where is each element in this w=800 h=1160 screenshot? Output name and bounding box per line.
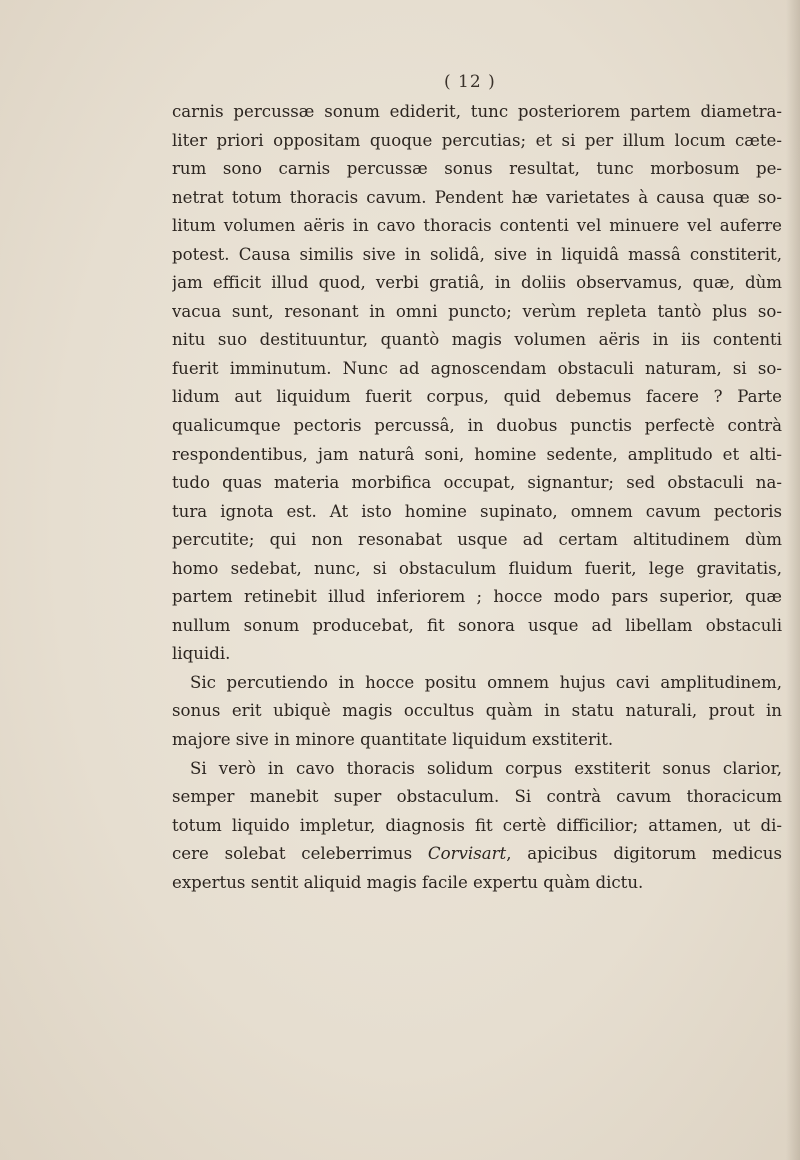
text-line-content: litum volumen aëris in cavo thoracis contenti vel minuere vel auferre bbox=[172, 216, 782, 236]
text-line-content: tudo quas materia morbifica occupat, signantur; sed obstaculi na- bbox=[172, 473, 782, 493]
text-line bbox=[172, 640, 782, 669]
text-line-content: netrat totum thoracis cavum. Pendent hæ varietates à causa quæ so- bbox=[172, 187, 782, 207]
text-line-content: respondentibus, jam naturâ soni, homine sedente, amplitudo et alti- bbox=[172, 444, 782, 464]
text-line-content: qualicumque pectoris percussâ, in duobus punctis perfectè contrà bbox=[172, 416, 782, 436]
text-line bbox=[172, 583, 782, 612]
text-line-content: fuerit imminutum. Nunc ad agnoscendam obstaculi naturam, si so- bbox=[172, 358, 782, 378]
text-line-content: carnis percussæ sonum ediderit, tunc posteriorem partem diametra- bbox=[172, 102, 782, 121]
text-line-content: totum liquido impletur, diagnosis fit certè difficilior; attamen, ut di- bbox=[172, 815, 782, 835]
text-line-content: nullum sonum producebat, fit sonora usque ad libellam obstaculi bbox=[172, 615, 782, 635]
text-line bbox=[172, 212, 782, 241]
text-line bbox=[172, 298, 782, 327]
text-line bbox=[172, 412, 782, 441]
text-line bbox=[172, 812, 782, 841]
text-line-content: liquidi. bbox=[172, 644, 231, 664]
text-line bbox=[172, 383, 782, 412]
text-line-content: sonus erit ubiquè magis occultus quàm in statu naturali, prout in bbox=[172, 701, 782, 721]
text-line bbox=[172, 127, 782, 156]
text-line bbox=[172, 241, 782, 270]
text-line-content: homo sedebat, nunc, si obstaculum fluidum fuerit, lege gravitatis, bbox=[172, 558, 782, 578]
text-line-content: vacua sunt, resonant in omni puncto; verùm repleta tantò plus so- bbox=[172, 301, 782, 321]
text-line-content: expertus sentit aliquid magis facile expertu quàm dictu. bbox=[172, 872, 644, 892]
text-line bbox=[172, 355, 782, 384]
text-line-content: jam efficit illud quod, verbi gratiâ, in doliis observamus, quæ, dùm bbox=[172, 273, 782, 293]
text-line-content: percutite; qui non resonabat usque ad certam altitudinem dùm bbox=[172, 530, 782, 550]
body-text bbox=[172, 98, 782, 897]
text-line bbox=[172, 755, 782, 784]
text-line bbox=[172, 155, 782, 184]
text-line-content: tura ignota est. At isto homine supinato, omnem cavum pectoris bbox=[172, 501, 782, 521]
text-line bbox=[172, 869, 782, 898]
text-line-content: liter priori oppositam quoque percutias; et si per illum locum cæte- bbox=[172, 130, 782, 150]
text-line-content: nitu suo destituuntur, quantò magis volumen aëris in iis contenti bbox=[172, 330, 782, 350]
text-line bbox=[172, 697, 782, 726]
text-line-content: semper manebit super obstaculum. Si contrà cavum thoracicum bbox=[172, 787, 782, 807]
text-line bbox=[172, 469, 782, 498]
text-line bbox=[172, 669, 782, 698]
text-line bbox=[172, 98, 782, 127]
text-line-content: Sic percutiendo in hocce positu omnem hujus cavi amplitudinem, bbox=[190, 672, 782, 692]
text-line-content: partem retinebit illud inferiorem ; hocce modo pars superior, quæ bbox=[172, 587, 782, 607]
text-line bbox=[172, 498, 782, 527]
text-line-content: potest. Causa similis sive in solidâ, sive in liquidâ massâ constiterit, bbox=[172, 244, 782, 264]
text-line bbox=[172, 840, 782, 869]
text-line-content: rum sono carnis percussæ sonus resultat, tunc morbosum pe- bbox=[172, 159, 782, 179]
italic-name: Corvisart bbox=[427, 844, 507, 864]
text-line bbox=[172, 184, 782, 213]
text-line-content: Si verò in cavo thoracis solidum corpus exstiterit sonus clarior, bbox=[190, 758, 782, 778]
text-line bbox=[172, 526, 782, 555]
text-line bbox=[172, 726, 782, 755]
text-line bbox=[172, 555, 782, 584]
text-line bbox=[172, 612, 782, 641]
text-line-content: lidum aut liquidum fuerit corpus, quid debemus facere ? Parte bbox=[172, 387, 782, 407]
page-edge-shadow bbox=[786, 0, 800, 1160]
text-line bbox=[172, 269, 782, 298]
text-line bbox=[172, 783, 782, 812]
text-line bbox=[172, 326, 782, 355]
text-line-content: cere solebat celeberrimus bbox=[172, 844, 428, 864]
page-number: ( 12 ) bbox=[444, 72, 496, 92]
text-line-continuation: , apicibus digitorum medicus bbox=[506, 844, 782, 864]
text-line-content: majore sive in minore quantitate liquidum exstiterit. bbox=[172, 730, 614, 750]
text-line bbox=[172, 441, 782, 470]
